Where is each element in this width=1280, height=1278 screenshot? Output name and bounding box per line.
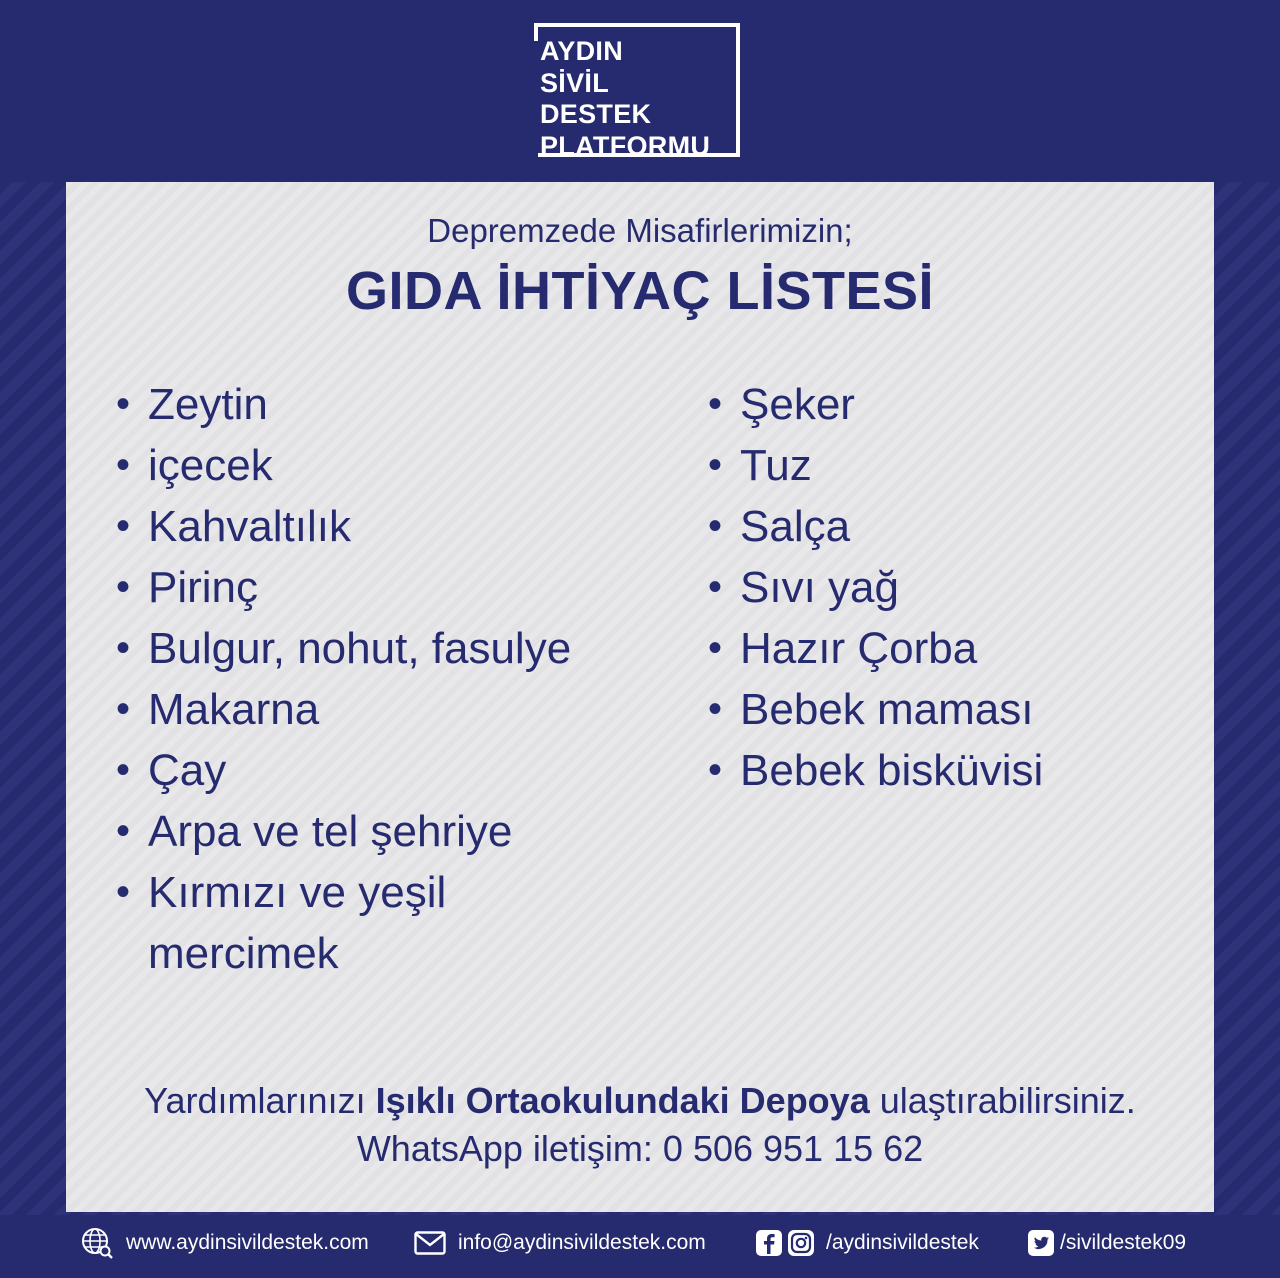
list-item <box>116 862 571 923</box>
logo-line-3: DESTEK <box>540 99 652 129</box>
twitter-handle[interactable]: /sivildestek09 <box>1060 1231 1187 1254</box>
logo-line-4: PLATFORMU <box>540 130 711 161</box>
bullet: • <box>708 687 723 731</box>
item-label: Tuz <box>740 441 812 490</box>
list-item <box>708 374 1043 435</box>
list-item <box>116 496 571 557</box>
list-item <box>116 374 571 435</box>
page-title: GIDA İHTİYAÇ LİSTESİ <box>345 261 935 321</box>
item-label: Sıvı yağ <box>740 563 899 612</box>
bullet: • <box>708 443 723 487</box>
bullet: • <box>116 687 131 731</box>
item-label: Şeker <box>740 380 855 429</box>
bullet: • <box>116 382 131 426</box>
website-contact[interactable] <box>80 1215 369 1271</box>
item-label: Arpa ve tel şehriye <box>148 807 513 856</box>
bullet: • <box>116 504 131 548</box>
logo-line-2: SİVİL <box>540 67 610 98</box>
item-label: Bebek maması <box>740 685 1034 734</box>
list-item <box>708 740 1043 801</box>
item-label: Hazır Çorba <box>740 624 978 673</box>
facebook-icon <box>756 1230 782 1256</box>
item-label: Pirinç <box>148 563 259 612</box>
right-food-list <box>708 374 1043 801</box>
list-item <box>116 618 571 679</box>
item-label: Makarna <box>148 685 320 734</box>
item-label: Çay <box>148 746 227 795</box>
website-link[interactable]: www.aydinsivildestek.com <box>126 1231 369 1254</box>
list-item <box>116 557 571 618</box>
bullet: • <box>708 748 723 792</box>
list-item <box>116 435 571 496</box>
social-handle[interactable]: /aydinsivildestek <box>826 1231 979 1254</box>
logo-line-1: AYDIN <box>540 36 624 66</box>
email-contact[interactable] <box>414 1215 706 1271</box>
list-item <box>708 618 1043 679</box>
item-label: Zeytin <box>148 380 268 429</box>
email-link[interactable]: info@aydinsivildestek.com <box>458 1231 706 1254</box>
delivery-note-part1: Yardımlarınızı <box>144 1080 376 1121</box>
mail-icon <box>414 1231 446 1255</box>
item-label: Bulgur, nohut, fasulye <box>148 624 572 673</box>
list-item <box>116 679 571 740</box>
instagram-icon <box>788 1230 814 1256</box>
list-item <box>708 557 1043 618</box>
list-item <box>708 496 1043 557</box>
header-band <box>0 0 1280 182</box>
item-label: Kahvaltılık <box>148 502 351 551</box>
globe-icon <box>80 1226 114 1260</box>
bullet: • <box>116 626 131 670</box>
delivery-note-part2: ulaştırabilirsiniz. <box>869 1080 1136 1121</box>
bullet: • <box>116 443 131 487</box>
item-label: Kırmızı ve yeşil <box>148 868 447 917</box>
bullet: • <box>708 504 723 548</box>
item-label: Bebek bisküvisi <box>740 746 1044 795</box>
bullet: • <box>708 382 723 426</box>
bullet: • <box>116 809 131 853</box>
logo <box>540 36 710 162</box>
bullet: • <box>116 565 131 609</box>
list-item <box>708 435 1043 496</box>
bullet: • <box>708 626 723 670</box>
left-food-list <box>116 374 571 984</box>
bullet: • <box>708 565 723 609</box>
social-contact[interactable] <box>756 1215 979 1271</box>
whatsapp-contact: WhatsApp iletişim: 0 506 951 15 62 <box>356 1128 924 1169</box>
twitter-contact[interactable] <box>1028 1215 1186 1271</box>
list-item <box>116 740 571 801</box>
delivery-location: Işıklı Ortaokulundaki Depoya <box>375 1080 870 1121</box>
item-label: içecek <box>148 441 273 490</box>
item-label: mercimek <box>148 929 339 978</box>
bullet: • <box>116 748 131 792</box>
twitter-icon <box>1028 1230 1054 1256</box>
list-item <box>708 679 1043 740</box>
bullet: • <box>116 870 131 914</box>
item-label: Salça <box>740 502 851 551</box>
subtitle: Depremzede Misafirlerimizin; <box>427 212 853 249</box>
delivery-note <box>0 1080 1280 1122</box>
list-item-continuation <box>116 923 571 984</box>
list-item <box>116 801 571 862</box>
contact-bar <box>0 1215 1280 1278</box>
